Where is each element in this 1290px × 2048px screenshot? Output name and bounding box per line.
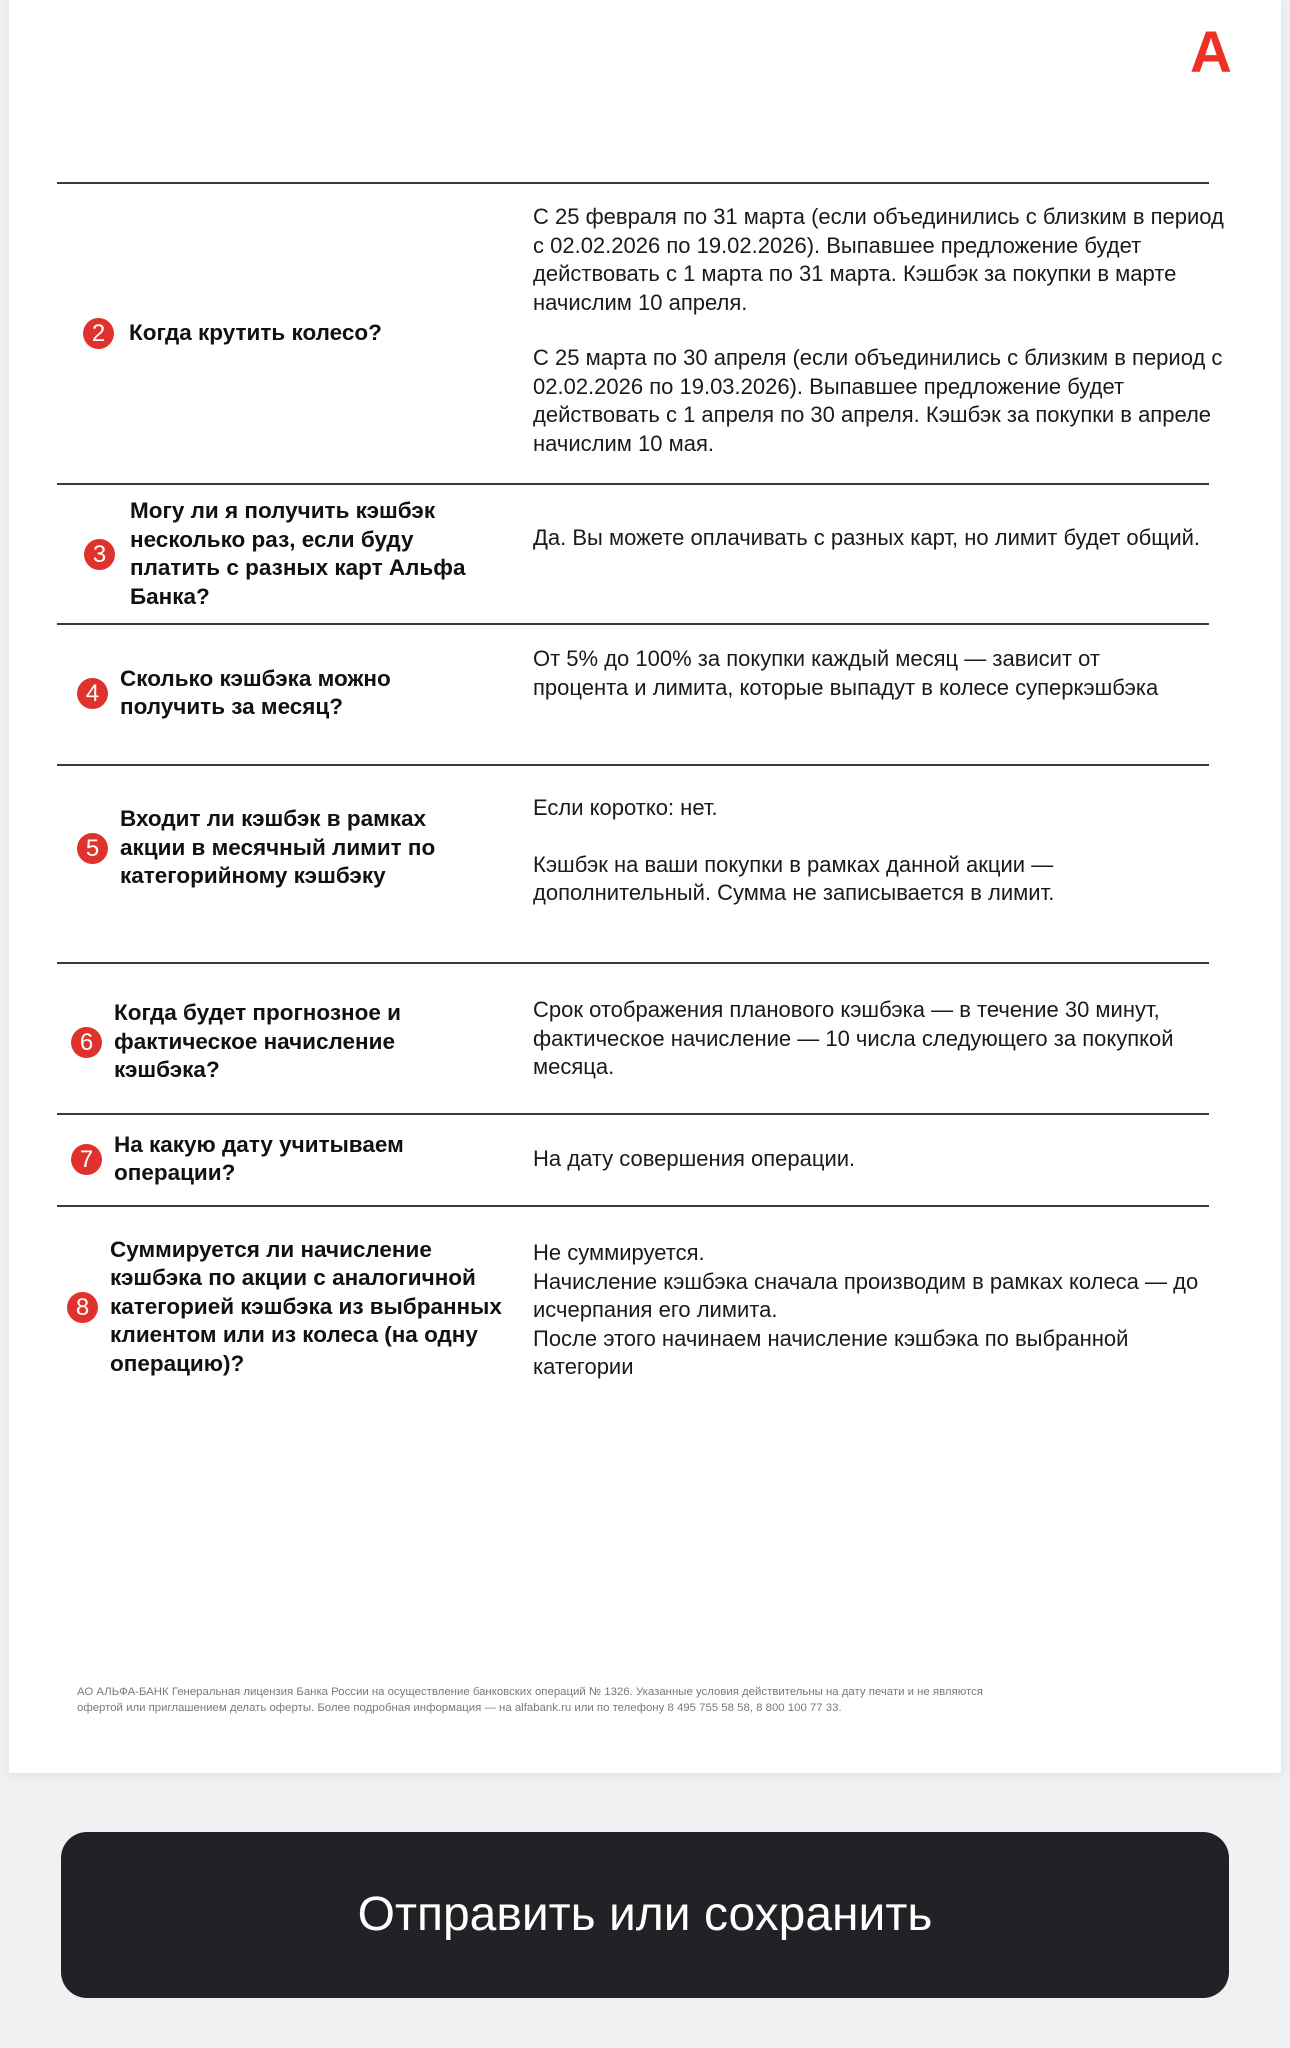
faq-question [77,792,497,904]
number-badge: 2 [83,318,114,349]
legal-disclaimer-line: офертой или приглашением делать оферты. Более подробная информация — на alfabank.ru или по телефону 8 495 755 58 58, 8 800 100 77 33. [77,1702,842,1714]
answer-paragraph: На дату совершения операции. [533,1146,856,1171]
faq-item-3 [57,485,1217,623]
number-badge: 3 [84,539,115,570]
answer-paragraph: С 25 февраля по 31 марта (если объединились с близким в период с 02.02.2026 по 19.02.2026). Выпавшее предложение будет действовать с 1 марта по 31 марта. Кэшбэк за покупки в марте начислим 10 апреля. [533,204,1224,315]
legal-disclaimer-line: АО АЛЬФА-БАНК Генеральная лицензия Банка России на осуществление банковских операций № 1326. Указанные условия действительны на дату печати и не являются [77,1686,983,1698]
number-badge: 5 [77,833,108,864]
number-badge: 6 [71,1027,102,1058]
answer-paragraph: С 25 марта по 30 апреля (если объединились с близким в период с 02.02.2026 по 19.03.2026). Выпавшее предложение будет действовать с 1 апреля по 30 апреля. Кэшбэк за покупки в апреле начислим 10 мая. [533,345,1223,456]
question-text: Когда будет прогнозное и фактическое начисление кэшбэка? [114,1000,401,1083]
legal-disclaimer [77,1684,1177,1716]
faq-item-4 [57,625,1217,764]
number-badge: 4 [77,678,108,709]
alfa-bank-logo: А [1190,20,1232,85]
faq-question [77,625,497,761]
number-badge: 8 [67,1292,98,1323]
faq-question [83,184,523,483]
share-or-save-button[interactable]: Отправить или сохранить [61,1832,1229,1998]
faq-item-5 [57,766,1217,962]
answer-line: После этого начинаем начисление кэшбэка по выбранной категории [533,1325,1129,1379]
question-text: Входит ли кэшбэк в рамках акции в месячный лимит по категорийному кэшбэку [120,806,436,889]
faq-answer [533,645,1173,702]
question-text: Сколько кэшбэка можно получить за месяц? [120,665,391,719]
document-page [9,0,1281,1773]
question-text: Могу ли я получить кэшбэк несколько раз, если буду платить с разных карт Альфа Банка? [130,498,466,609]
faq-question [84,485,504,623]
faq-answer [533,996,1233,1082]
number-badge: 7 [71,1144,102,1175]
question-text: Когда крутить колесо? [129,320,382,346]
faq-question [71,1115,491,1203]
answer-paragraph: Если коротко: нет. [533,795,718,820]
question-text: Суммируется ли начисление кэшбэка по акции с аналогичной категорией кэшбэка из выбранных клиентом или из колеса (на одну операцию)? [110,1236,502,1376]
faq-answer [533,794,1123,908]
faq-item-6 [57,964,1217,1113]
faq-answer [533,203,1233,458]
answer-paragraph: От 5% до 100% за покупки каждый месяц — зависит от процента и лимита, которые выпадут в колесе суперкэшбэка [533,646,1159,700]
faq-answer [533,524,1233,553]
answer-paragraph: Срок отображения планового кэшбэка — в течение 30 минут, фактическое начисление — 10 числа следующего за покупкой месяца. [533,997,1174,1079]
faq-answer [533,1239,1223,1382]
faq-question [71,994,491,1090]
answer-paragraph: Да. Вы можете оплачивать с разных карт, но лимит будет общий. [533,525,1201,550]
faq-item-8 [57,1207,1217,1407]
faq-item-2 [57,184,1224,483]
answer-line: Начисление кэшбэка сначала производим в рамках колеса — до исчерпания его лимита. [533,1268,1199,1322]
answer-line: Не суммируется. [533,1240,705,1265]
faq-question [67,1235,517,1379]
faq-item-7 [57,1115,1217,1205]
question-text: На какую дату учитываем операции? [114,1131,404,1185]
answer-paragraph: Кэшбэк на ваши покупки в рамках данной акции — дополнительный. Сумма не записывается в лимит. [533,851,1055,905]
faq-answer [533,1145,1233,1174]
